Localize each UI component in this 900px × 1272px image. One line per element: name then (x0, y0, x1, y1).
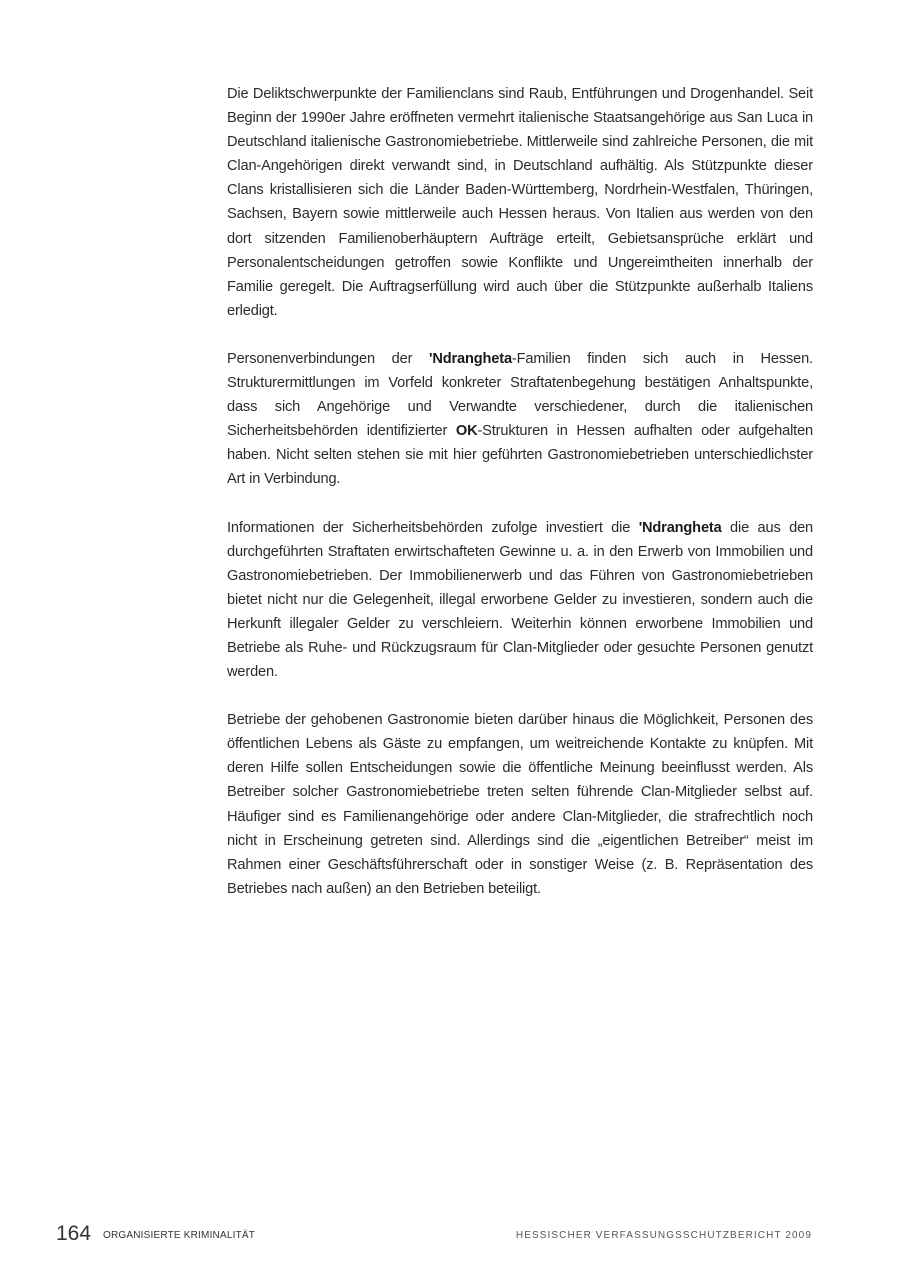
body-text (227, 82, 813, 925)
bold-term-ok: OK (455, 423, 478, 440)
text-segment: Betriebe der gehobenen Gastronomie bieten darüber hinaus die Möglichkeit, Personen des öffentlichen Lebens als Gäste zu empfangen, um weitreichende Kontakte zu knüpfen. Mit deren Hilfe sollen Entscheidungen sowie die öffentliche Meinung beeinflusst werden. Als Betreiber solcher Gastronomiebetriebe treten selten führende Clan-Mitglieder selbst auf. Häufiger sind es Familienangehörige oder andere Clan-Mitglieder, die strafrechtlich noch nicht in Erscheinung getreten sind. Allerdings sind die „eigentlichen Betreiber“ meist im Rahmen einer Geschäftsführerschaft oder in sonstiger Weise (z. B. Repräsentation des Betriebes nach außen) an den Betrieben beteiligt. (227, 712, 813, 897)
text-segment: -Familien finden sich auch in Hessen. Strukturermittlungen im Vorfeld konkreter Straftatenbegehung bestätigen Anhaltspunkte, dass sich Angehörige und Verwandte verschiedener, durch die italienischen Sicherheitsbehörden identifizierter (227, 350, 813, 440)
text-segment: Informationen der Sicherheitsbehörden zufolge investiert die (227, 519, 639, 536)
text-segment: -Strukturen in Hessen aufhalten oder aufgehalten haben. Nicht selten stehen sie mit hier geführten Gastronomiebetrieben unterschiedlichster Art in Verbindung. (227, 423, 814, 488)
paragraph-3 (227, 516, 813, 685)
report-title: HESSISCHER VERFASSUNGSSCHUTZBERICHT 2009 (515, 1230, 812, 1241)
section-label: ORGANISIERTE KRIMINALITÄT (103, 1230, 256, 1241)
paragraph-1 (227, 82, 813, 323)
page-footer (0, 1222, 900, 1246)
text-segment: Die Deliktschwerpunkte der Familienclans sind Raub, Entführungen und Drogenhandel. Seit Beginn der 1990er Jahre eröffneten vermehrt italienische Staatsangehörige aus San Luca in Deutschland italienische Gastronomiebetriebe. Mittlerweile sind zahlreiche Personen, die mit Clan-Angehörigen direkt verwandt sind, in Deutschland aufhältig. Als Stützpunkte dieser Clans kristallisieren sich die Länder Baden-Württemberg, Nordrhein-Westfalen, Thüringen, Sachsen, Bayern sowie mittlerweile auch Hessen heraus. Von Italien aus werden von den dort sitzenden Familienoberhäuptern Aufträge erteilt, Gebietsansprüche erklärt und Personalentscheidungen getroffen sowie Konflikte und Ungereimtheiten innerhalb der Familie geregelt. Die Auftragserfüllung wird auch über die Stützpunkte außerhalb Italiens erledigt. (227, 86, 813, 319)
text-segment: die aus den durchgeführten Straftaten erwirtschafteten Gewinne u. a. in den Erwerb von Immobilien und Gastronomiebetrieben. Der Immobilienerwerb und das Führen von Gastronomiebetrieben bietet nicht nur die Gelegenheit, illegal erworbene Gelder zu investieren, sondern auch die Herkunft illegaler Gelder zu verschleiern. Weiterhin können erworbene Immobilien und Betriebe als Ruhe- und Rückzugsraum für Clan-Mitglieder oder gesuchte Personen genutzt werden. (227, 519, 813, 681)
paragraph-2 (227, 347, 813, 492)
text-segment: Personenverbindungen der (227, 350, 430, 367)
bold-term-ndrangheta: 'Ndrangheta (429, 350, 512, 367)
page-number: 164 (56, 1222, 92, 1245)
bold-term-ndrangheta: 'Ndrangheta (638, 519, 722, 536)
paragraph-4 (227, 708, 813, 901)
